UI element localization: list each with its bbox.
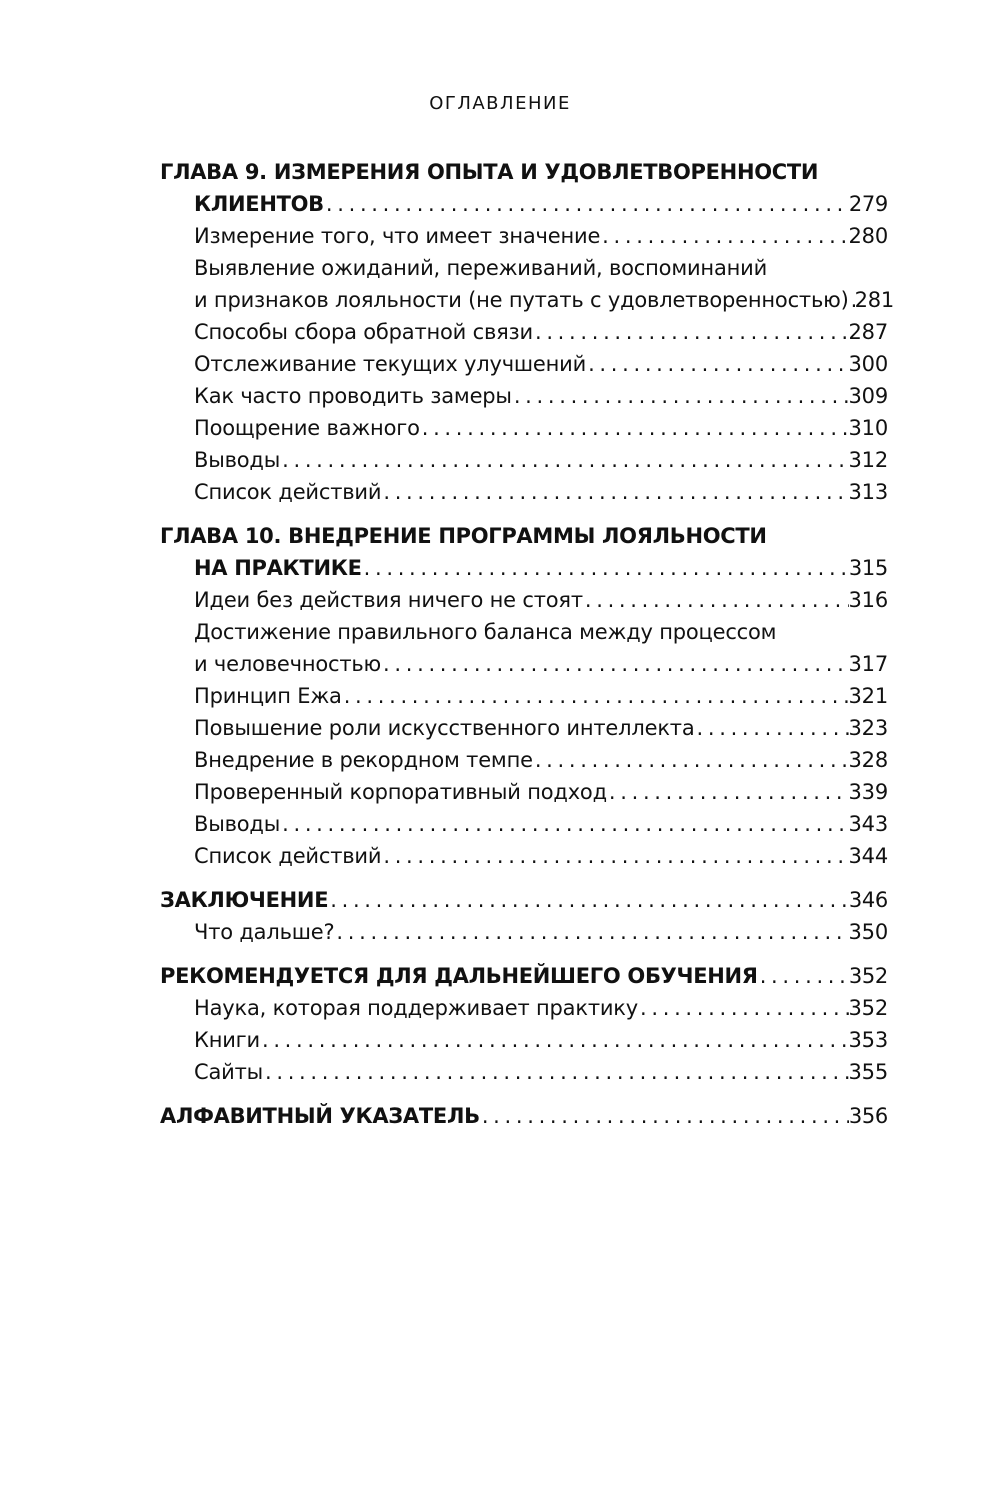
dot-leader <box>695 712 849 744</box>
toc-entry[interactable] <box>160 744 888 776</box>
toc-block-chapter-9 <box>160 156 895 508</box>
toc-entry[interactable] <box>160 220 888 252</box>
dot-leader <box>638 992 848 1024</box>
toc-block-conclusion <box>160 884 888 948</box>
running-head: ОГЛАВЛЕНИЕ <box>429 93 571 114</box>
chapter-title: ГЛАВА 9. ИЗМЕРЕНИЯ ОПЫТА И УДОВЛЕТВОРЕННОСТИ <box>160 160 819 184</box>
toc-entry[interactable] <box>160 476 888 508</box>
toc-entry[interactable] <box>160 680 888 712</box>
toc-entry[interactable] <box>160 916 888 948</box>
section-title: Наука, которая поддерживает практику <box>194 996 639 1020</box>
section-title: Выявление ожиданий, переживаний, воспоминаний <box>194 256 768 280</box>
toc-entry[interactable] <box>160 348 888 380</box>
toc-entry-line1 <box>160 616 888 648</box>
toc-entry-index[interactable] <box>160 1100 888 1132</box>
toc-entry[interactable] <box>160 992 888 1024</box>
page-number: 310 <box>848 416 888 440</box>
section-title: и человечностью <box>194 652 382 676</box>
dot-leader <box>586 348 848 380</box>
toc-entry[interactable] <box>160 284 895 316</box>
toc-block-chapter-10 <box>160 520 888 872</box>
dot-leader <box>263 1056 849 1088</box>
toc-block-index <box>160 1100 888 1132</box>
section-title: Способы сбора обратной связи <box>194 320 533 344</box>
toc-entry[interactable] <box>160 776 888 808</box>
section-title: и признаков лояльности (не путать с удовлетворенностью) <box>194 288 849 312</box>
section-title: Список действий <box>194 480 382 504</box>
page-number: 312 <box>848 448 888 472</box>
page-number: 352 <box>848 996 888 1020</box>
dot-leader <box>342 680 849 712</box>
section-title: Идеи без действия ничего не стоят <box>194 588 583 612</box>
toc-entry-chapter-10[interactable] <box>160 552 888 584</box>
toc-entry[interactable] <box>160 808 888 840</box>
section-title: Достижение правильного баланса между процессом <box>194 620 777 644</box>
dot-leader <box>420 412 849 444</box>
section-title: Список действий <box>194 844 382 868</box>
section-title: Выводы <box>194 448 281 472</box>
page-number: 309 <box>848 384 888 408</box>
chapter-title: НА ПРАКТИКЕ <box>194 556 362 580</box>
dot-leader <box>260 1024 849 1056</box>
page-number: 279 <box>848 192 888 216</box>
page-number: 323 <box>848 716 888 740</box>
toc-entry[interactable] <box>160 840 888 872</box>
toc-entry-line1 <box>160 252 888 284</box>
page-number: 287 <box>848 320 888 344</box>
chapter-title: КЛИЕНТОВ <box>194 192 324 216</box>
dot-leader <box>381 476 848 508</box>
page-number: 315 <box>848 556 888 580</box>
section-title: Книги <box>194 1028 260 1052</box>
toc-entry[interactable] <box>160 412 888 444</box>
chapter-title: ЗАКЛЮЧЕНИЕ <box>160 888 329 912</box>
page-number: 328 <box>848 748 888 772</box>
toc-entry[interactable] <box>160 380 888 412</box>
toc-entry-chapter-9[interactable] <box>160 188 888 220</box>
toc-entry[interactable] <box>160 584 888 616</box>
page-number: 346 <box>848 888 888 912</box>
section-title: Сайты <box>194 1060 263 1084</box>
toc-chapter-9-title-line1 <box>160 156 888 188</box>
page-number: 339 <box>848 780 888 804</box>
page-number: 316 <box>848 588 888 612</box>
dot-leader <box>533 316 849 348</box>
dot-leader <box>328 884 849 916</box>
chapter-title: ГЛАВА 10. ВНЕДРЕНИЕ ПРОГРАММЫ ЛОЯЛЬНОСТИ <box>160 524 767 548</box>
page-number: 350 <box>848 920 888 944</box>
page-number: 321 <box>848 684 888 708</box>
toc-entry-further-reading[interactable] <box>160 960 888 992</box>
page-number: 344 <box>848 844 888 868</box>
toc-entry[interactable] <box>160 1024 888 1056</box>
page-number: 313 <box>848 480 888 504</box>
dot-leader <box>583 584 849 616</box>
page-number: 355 <box>848 1060 888 1084</box>
dot-leader <box>381 840 848 872</box>
toc-entry[interactable] <box>160 1056 888 1088</box>
dot-leader <box>362 552 849 584</box>
toc-chapter-10-title-line1 <box>160 520 888 552</box>
toc-entry[interactable] <box>160 444 888 476</box>
toc-entry[interactable] <box>160 648 888 680</box>
section-title: Внедрение в рекордном темпе <box>194 748 533 772</box>
dot-leader <box>324 188 849 220</box>
dot-leader <box>533 744 849 776</box>
section-title: Как часто проводить замеры <box>194 384 512 408</box>
chapter-title: РЕКОМЕНДУЕТСЯ ДЛЯ ДАЛЬНЕЙШЕГО ОБУЧЕНИЯ <box>160 964 758 988</box>
section-title: Что дальше? <box>194 920 335 944</box>
dot-leader <box>480 1100 849 1132</box>
page-number: 280 <box>848 224 888 248</box>
page-number: 352 <box>848 964 888 988</box>
dot-leader <box>758 960 849 992</box>
page-number: 343 <box>848 812 888 836</box>
page-number: 353 <box>848 1028 888 1052</box>
page-number: 317 <box>848 652 888 676</box>
section-title: Поощрение важного <box>194 416 420 440</box>
dot-leader <box>607 776 849 808</box>
chapter-title: АЛФАВИТНЫЙ УКАЗАТЕЛЬ <box>160 1104 480 1128</box>
dot-leader <box>381 648 848 680</box>
table-of-contents <box>160 156 895 1144</box>
dot-leader <box>512 380 849 412</box>
dot-leader <box>280 444 848 476</box>
section-title: Принцип Ежа <box>194 684 342 708</box>
toc-block-further-reading <box>160 960 888 1088</box>
toc-entry-conclusion[interactable] <box>160 884 888 916</box>
section-title: Повышение роли искусственного интеллекта <box>194 716 695 740</box>
page-number: 281 <box>854 288 895 312</box>
dot-leader <box>600 220 848 252</box>
section-title: Измерение того, что имеет значение <box>194 224 601 248</box>
section-title: Выводы <box>194 812 281 836</box>
dot-leader <box>334 916 848 948</box>
section-title: Отслеживание текущих улучшений <box>194 352 587 376</box>
toc-entry[interactable] <box>160 316 888 348</box>
page-number: 356 <box>848 1104 888 1128</box>
dot-leader <box>280 808 848 840</box>
page-number: 300 <box>848 352 888 376</box>
section-title: Проверенный корпоративный подход <box>194 780 607 804</box>
toc-entry[interactable] <box>160 712 888 744</box>
